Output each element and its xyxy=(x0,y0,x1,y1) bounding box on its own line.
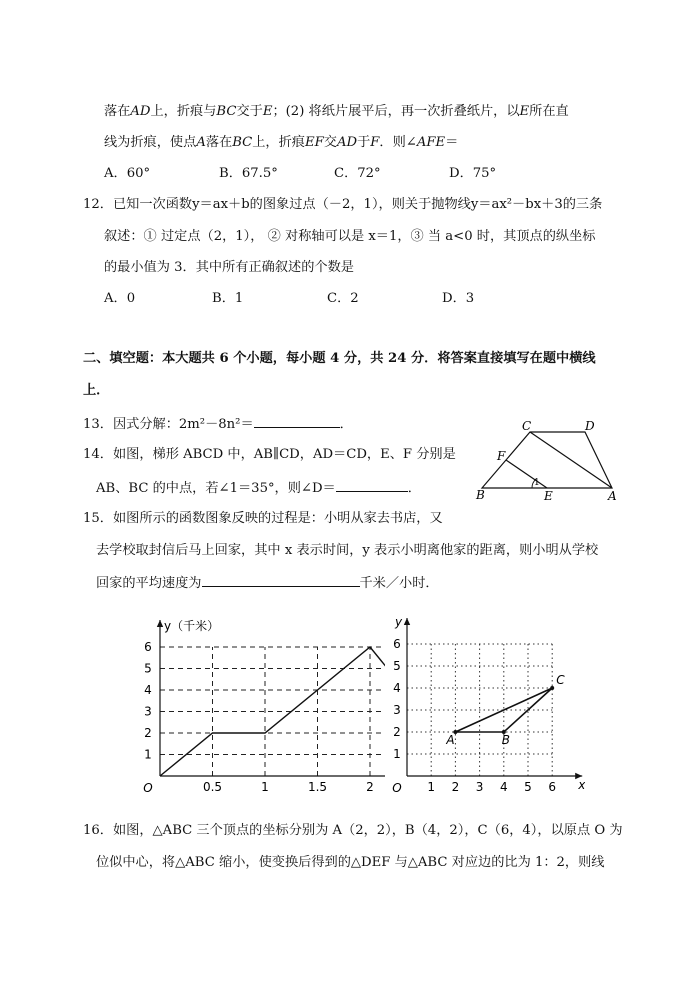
label-d: D xyxy=(585,419,595,433)
x-tick-label: 1 xyxy=(261,780,269,794)
point-label-c: C xyxy=(556,673,565,687)
q14-line2: AB、BC 的中点，若∠1＝35°，则∠D＝ ． xyxy=(96,478,421,498)
x-tick-label: 2 xyxy=(366,780,374,794)
x-tick-label: 1 xyxy=(427,780,436,794)
x-tick-label: 5 xyxy=(524,780,532,794)
y-axis-arrowhead xyxy=(157,620,163,627)
x-tick-label: 4 xyxy=(499,780,508,794)
y-axis-arrowhead xyxy=(404,618,410,625)
q15-line3: 回家的平均速度为 千米／小时． xyxy=(96,573,439,593)
q15-answer-blank[interactable] xyxy=(202,573,360,587)
q15-line1: 15．如图所示的函数图象反映的过程是：小明从家去书店，又 xyxy=(83,511,443,526)
q12-option-d: D．3 xyxy=(442,291,475,306)
q12-option-c: C．2 xyxy=(327,291,359,306)
y-tick-label: 1 xyxy=(393,747,401,761)
origin-label: O xyxy=(392,781,402,795)
x-tick-label: 0.5 xyxy=(202,780,223,794)
trapezoid-figure xyxy=(470,418,630,502)
q13-answer-blank[interactable] xyxy=(254,414,340,428)
y-tick-label: 5 xyxy=(393,659,401,673)
point-label-a: A xyxy=(446,733,455,747)
x-tick-label: 6 xyxy=(548,780,557,794)
label-e: E xyxy=(544,489,553,502)
q11-option-c: C．72° xyxy=(334,166,381,181)
x-axis-label: x xyxy=(578,778,585,792)
y-tick-label: 4 xyxy=(144,683,152,697)
y-tick-label: 6 xyxy=(144,640,152,654)
q11-line1: 落在AD上，折痕与BC交于E；(2) 将纸片展平后，再一次折叠纸片，以E所在直 xyxy=(104,104,569,119)
coordinate-grid-chart xyxy=(385,612,585,802)
q12-option-b: B．1 xyxy=(212,291,244,306)
q12-line2: 叙述：① 过定点（2，1）， ② 对称轴可以是 x＝1，③ 当 a<0 时，其顶点的纵坐标 xyxy=(104,229,596,244)
y-tick-label: 2 xyxy=(393,725,401,739)
y-tick-label: 6 xyxy=(393,637,401,651)
label-b: B xyxy=(476,488,485,502)
q11-option-d: D．75° xyxy=(449,166,497,181)
point-c xyxy=(550,686,554,690)
q14-line1: 14．如图，梯形 ABCD 中，AB∥CD，AD＝CD，E、F 分别是 xyxy=(83,447,456,462)
q13-text: 13．因式分解：2m²－8n²＝ ． xyxy=(83,414,353,434)
q12-line1: 12．已知一次函数y＝ax＋b的图象过点（－2，1），则关于抛物线y＝ax²－bx＋3的三条 xyxy=(83,197,603,212)
section2-heading-cont: 上． xyxy=(83,383,110,398)
label-c: C xyxy=(522,419,532,433)
section2-heading: 二、填空题：本大题共 6 个小题，每小题 4 分，共 24 分．将答案直接填写在题中横线 xyxy=(83,351,596,366)
x-tick-label: 2 xyxy=(451,780,460,794)
origin-label: O xyxy=(143,781,153,795)
y-tick-label: 4 xyxy=(393,681,401,695)
y-tick-label: 3 xyxy=(393,703,401,717)
y-tick-label: 5 xyxy=(144,661,152,676)
q14-answer-blank[interactable] xyxy=(336,478,408,492)
y-axis-label: y xyxy=(395,615,403,629)
y-tick-label: 3 xyxy=(144,704,152,719)
diagonal-ca xyxy=(530,432,612,488)
label-a: A xyxy=(608,489,617,502)
q12-option-a: A．0 xyxy=(104,291,136,306)
q11-option-b: B．67.5° xyxy=(219,166,278,181)
q11-option-a: A．60° xyxy=(104,166,151,181)
q15-line2: 去学校取封信后马上回家，其中 x 表示时间，y 表示小明离他家的距离，则小明从学校 xyxy=(96,543,599,558)
q12-line3: 的最小值为 3．其中所有正确叙述的个数是 xyxy=(104,260,354,275)
x-tick-label: 3 xyxy=(475,780,484,794)
q11-line2: 线为折痕，使点A落在BC上，折痕EF交AD于F．则∠AFE＝ xyxy=(104,135,459,150)
label-f: F xyxy=(497,449,506,463)
y-axis-label: y（千米） xyxy=(164,619,220,633)
q12-options xyxy=(104,290,474,308)
label-angle-1: 1 xyxy=(534,478,540,488)
segment-fe xyxy=(506,460,547,488)
y-tick-label: 1 xyxy=(144,747,152,762)
y-tick-label: 2 xyxy=(144,726,152,740)
distance-time-chart xyxy=(135,612,385,802)
q16-line2: 位似中心，将△ABC 缩小，使变换后得到的△DEF 与△ABC 对应边的比为 1：2，则线 xyxy=(96,855,605,870)
q16-line1: 16．如图，△ABC 三个顶点的坐标分别为 A（2，2），B（4，2），C（6，4），以原点 O 为 xyxy=(83,823,623,838)
point-label-b: B xyxy=(501,733,511,747)
q11-options xyxy=(104,165,496,183)
x-tick-label: 1.5 xyxy=(307,780,328,794)
